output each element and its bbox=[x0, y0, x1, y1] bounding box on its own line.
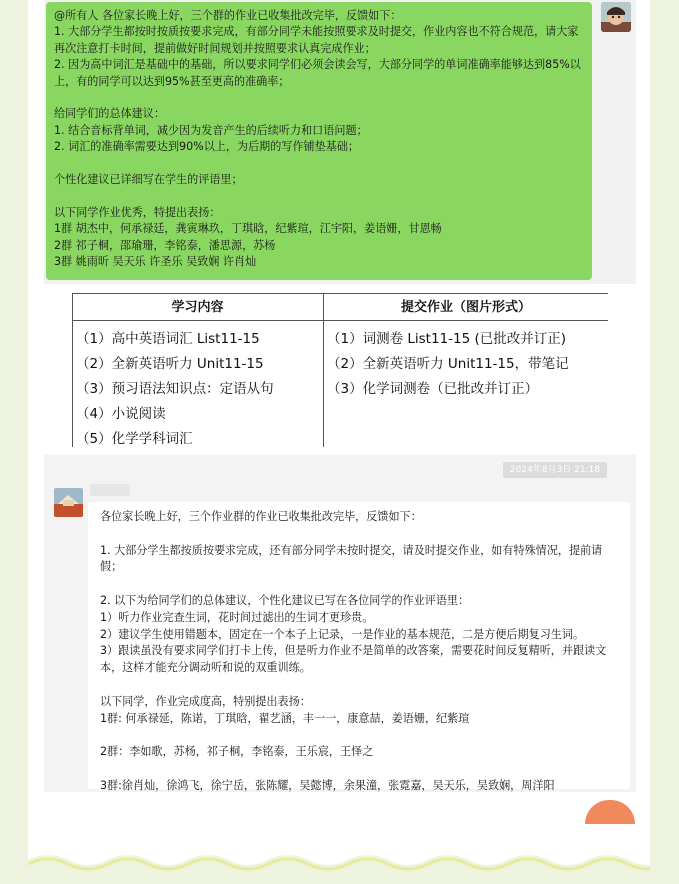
table-header-divider bbox=[72, 320, 608, 321]
avatar-image-icon bbox=[54, 488, 83, 517]
sender-avatar[interactable] bbox=[54, 488, 83, 517]
table-row-left: （1）高中英语词汇 List11-15 bbox=[76, 331, 260, 347]
table-row-left: （2）全新英语听力 Unit11-15 bbox=[76, 356, 264, 372]
wavy-border-decoration bbox=[28, 850, 650, 884]
message-text: @所有人 各位家长晚上好，三个群的作业已收集批改完毕，反馈如下： 1. 大部分学生都按时按质按要求完成，有部分同学未能按照要求及时提交，作业内容也不符合规范，请大家再次注意打卡时间，提前做好时间规划并按照要求认真完成作业； 2. 因为高中词汇是基础中的基础，所以要求同学们必须会读会写，大部分同学的单词准确率能够达到85%以上，有的同学可以达到95%甚至更高的准确率； 给同学们的总体建议： 1. 结合音标背单词，减少因为发音产生的后续听力和口语问题； 2. 词汇的准确率需要达到90%以上，为后期的写作铺垫基础； 个性化建议已详细写在学生的评语里； 以下同学作业优秀，特提出表扬： 1群 胡杰中，何承禄廷，龚寅琳玖，丁琪晗，纪紫瑄，江宇阳，姜语姗，甘恩畅 2群 祁子桐，邵瑜珊，李铭泰，潘思源，苏杨 3群 姚雨昕 吴天乐 许圣乐 吴致娴 许肖灿 bbox=[54, 9, 581, 269]
table-row-left: （3）预习语法知识点：定语从句 bbox=[76, 381, 274, 397]
timestamp-label: 2024年8月3日 21:18 bbox=[503, 462, 607, 478]
table-row-right: （1）词测卷 List11-15 (已批改并订正) bbox=[327, 331, 567, 347]
table-row-right: （2）全新英语听力 Unit11-15，带笔记 bbox=[327, 356, 569, 372]
table-row-left: （4）小说阅读 bbox=[76, 406, 166, 422]
table-row-left: （5）化学学科词汇 bbox=[76, 431, 193, 447]
table-header-submission: 提交作业（图片形式） bbox=[400, 300, 531, 315]
message-text: 各位家长晚上好，三个作业群的作业已收集批改完毕，反馈如下： 1. 大部分学生都按质按要求完成，还有部分同学未按时提交，请及时提交作业，如有特殊情况，提前请假； 2. 以下为给同学们的总体建议，个性化建议已写在各位同学的作业评语里： 1）听力作业完查生词，花时间过滤出的生词才更珍贵。 2）建议学生使用错题本，固定在一个本子上记录，一是作业的基本规范，二是方便后期复习生词。 3）跟读虽没有要求同学们打卡上传，但是听力作业不是简单的改答案，需要花时间反复精听，并跟读文本，这样才能充分调动听和说的双重训练。 以下同学，作业完成度高，特别提出表扬： 1群: 何承禄延，陈诺，丁琪晗，翟艺涵，丰一一，康意喆，姜语姗，纪紫瑄 2群：李如歌，苏杨，祁子桐，李铭泰，王乐宸，王怿之 3群:徐肖灿，徐鸿飞，徐宁岳，张陈耀，吴懿博，余果潼，张霓嘉，吴天乐，吴致娴，周洋阳 bbox=[100, 510, 607, 792]
table-row-right: （3）化学词测卷（已批改并订正） bbox=[327, 381, 539, 397]
avatar-image-icon bbox=[601, 2, 631, 32]
sender-name-blurred bbox=[90, 484, 130, 496]
homework-table bbox=[72, 293, 608, 447]
self-avatar[interactable] bbox=[601, 2, 631, 32]
table-header-content: 学习内容 bbox=[171, 300, 224, 315]
message-bubble-self[interactable] bbox=[46, 2, 592, 280]
message-bubble-other[interactable] bbox=[88, 502, 630, 792]
